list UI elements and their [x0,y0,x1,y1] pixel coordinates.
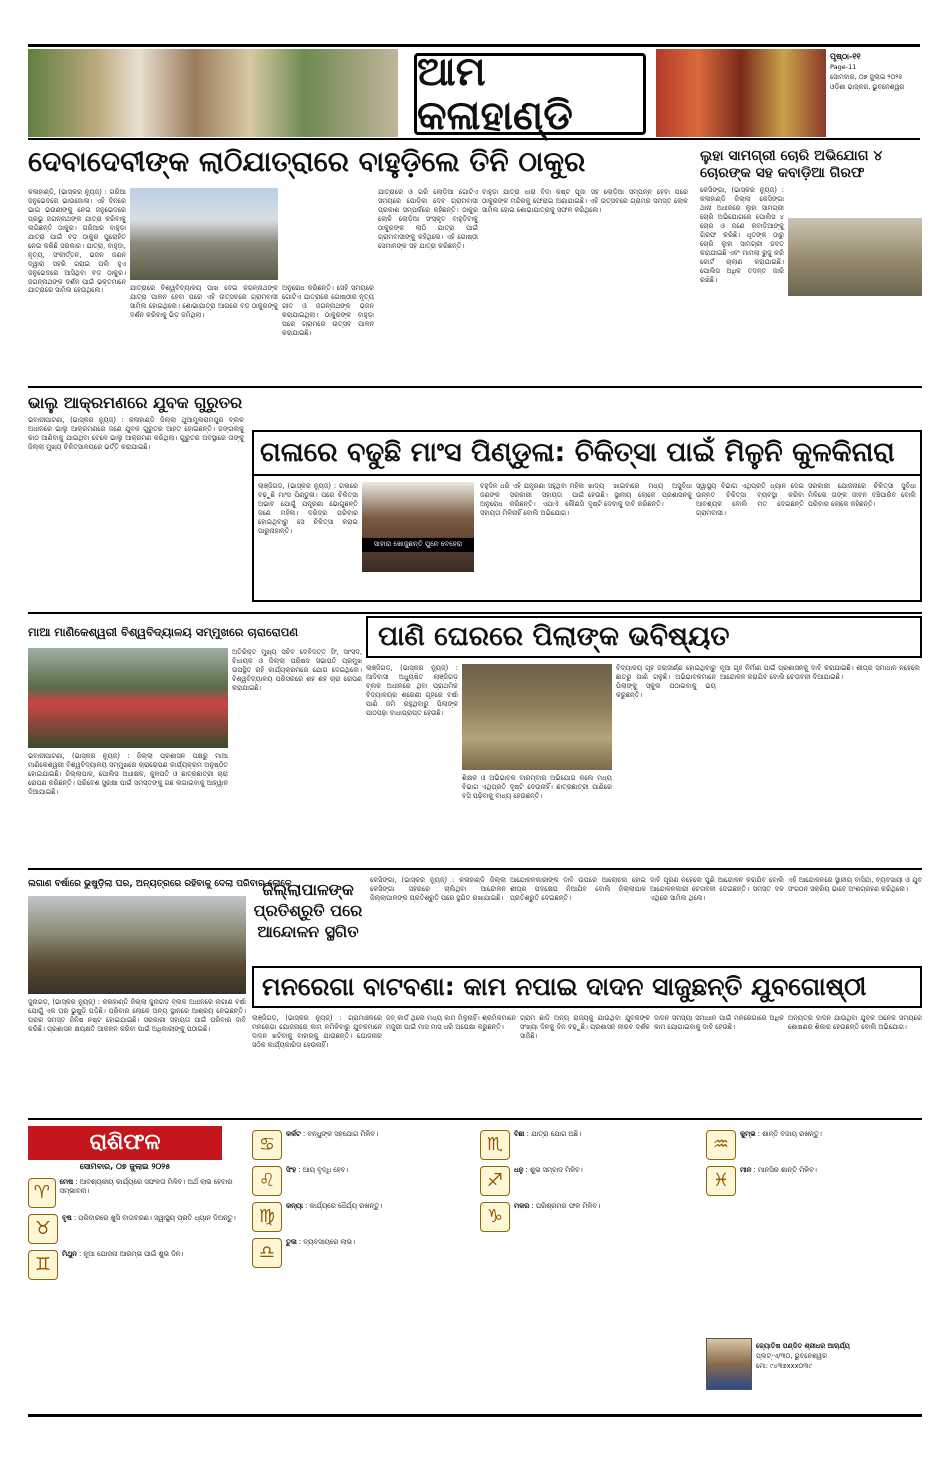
story4-col1: ଲାଞ୍ଜିଗଡ଼, (ଭାସ୍କର ନ୍ୟୁଜ୍) : ଗଳାରେ ବଢ଼ୁଛି ମାଂସ ପିଣ୍ଡୁଳା। ପରେ ଚିକିତ୍ସା ଅଭାବ ଯୋଗୁଁ ଯନ୍ତ୍ରଣା ଭୋଗୁଛନ୍ତି ଜଣେ ମହିଳା। ଦରିଦ୍ର ପରିବାର ହୋଇଥିବାରୁ ସେ ଚିକିତ୍ସା କରାଇ ପାରୁନାହାନ୍ତି। [258,482,358,535]
story5-text: ଭବାନୀପାଟଣା, (ଭାସ୍କର ନ୍ୟୁଜ୍) : ଜିଲ୍ଲା ପ୍ରଶାସନ ପକ୍ଷରୁ ମାଆ ମାଣିକେଶ୍ୱରୀ ବିଶ୍ୱବିଦ୍ୟାଳୟ ସମ୍ମୁଖରେ ଚାରାରୋପଣ କାର୍ଯ୍ୟକ୍ରମ ଅନୁଷ୍ଠିତ ହୋଇଯାଇଛି। ଜିଲ୍ଲାପାଳ, ପୋଲିସ ଅଧୀକ୍ଷକ, କୁଳପତି ଓ ଛାତ୍ରଛାତ୍ରୀ ଚାରା ରୋପଣ କରିଛନ୍ତି। ପରିବେଶ ସୁରକ୍ଷା ପାଇଁ ସମସ୍ତଙ୍କୁ ଗଛ ଲଗାଇବାକୁ ଆହ୍ୱାନ ଦିଆଯାଇଛି। [28,752,228,796]
story4-caption-box [362,538,474,552]
story4-caption: ସାହାରା ଖୋଜୁଛନ୍ତି ପୁନେ ବେହେରା [373,540,463,549]
story2-headline: ଲୁହା ସାମଗ୍ରୀ ଚୋରି ଅଭିଯୋଗ ୪ ଚୋରଙ୍କ ସହ କବାଡ଼ିଆ ଗିରଫ [700,148,883,181]
libra-icon: ♎ [252,1238,282,1268]
sign-text: ଆବଶ୍ୟକୀୟ କାର୍ଯ୍ୟରେ ସଫଳତା ମିଳିବ। ଅର୍ଥ ଲାଭ ହେବାର ସମ୍ଭାବନା। [59,1178,233,1195]
astrologer-photo [706,1338,752,1390]
sign-text: ଶାନ୍ତି ବଜାୟ ରଖନ୍ତୁ। [762,1130,822,1138]
sign-text: ବନ୍ଧୁଙ୍କ ସହଯୋଗ ମିଳିବ। [307,1130,379,1138]
story4-headline-box [252,430,922,476]
divider [28,612,922,614]
sign-name: ମୀନ [740,1166,752,1174]
rashifal-sign: ♋ କର୍କଟ : ବନ୍ଧୁଙ୍କ ସହଯୋଗ ମିଳିବ। [252,1130,474,1160]
rashifal-col1 [28,1178,246,1286]
story4-col5: ସରକାରୀ ଯୋଜନାରେ ଚିକିତ୍ସା ସୁବିଧା ମିଳିଲେ ତାଙ୍କ ଜୀବନ ବଞ୍ଚିପାରିବ ବୋଲି ପରିବାର ଲୋକେ କହିଛନ୍ତି। [808,482,916,508]
pisces-icon: ♓ [706,1166,736,1196]
masthead-photo-left [28,49,398,137]
story1-col3: ଅନୁରୋଧ କରିଛନ୍ତି। ସେହି ସମୟରେ ଗୋଟିଏ ଯାତ୍ରାରେ ଗୋଷ୍ଠୀର ନୃତ୍ୟ ଗୀତ ଓ ଜଗନ୍ନାଥଙ୍କ ଭଜନ କରାଯାଇଥିଲା। ଠାକୁରଙ୍କ ବାହୁଡ଼ା ପରେ ଗ୍ରାମରେ ଉତ୍ସବ ପାଳନ କରାଯାଇଛି। [282,284,374,337]
page-label-en: Page-11 [830,63,857,71]
divider [28,1118,922,1120]
astrologer-phone: ମୋ: ୯୪୩୭xxx୦୩୯ [756,1361,812,1370]
story5-headline: ମାଆ ମାଣିକେଶ୍ୱରୀ ବିଶ୍ୱବିଦ୍ୟାଳୟ ସମ୍ମୁଖରେ ଚାରାରୋପଣ [28,625,299,639]
story8-col2: ଆନ୍ଦୋଳନକାରୀଙ୍କ ଦାବି ଉପରେ ଆଲୋଚନା ହୋଇ ଶୀଘ୍ର ପଦକ୍ଷେପ ନିଆଯିବ ବୋଲି ଜିଲ୍ଲାପାଳ ପ୍ରତିଶ୍ରୁତି ଦେଇଛନ୍ତି। [510,876,646,902]
masthead-edition: ଓଡ଼ିଶା ଭାସ୍କର, ଭୁବନେଶ୍ୱର [830,82,905,91]
virgo-icon: ♍ [252,1202,282,1232]
story5-photo [28,648,228,748]
leo-icon: ♌ [252,1166,282,1196]
rashifal-sign: ♏ ବିଛା : ଯାତ୍ରା ଯୋଗ ଅଛି। [480,1130,702,1160]
sign-name: କର୍କଟ [286,1130,301,1138]
story9-col3: ଗ୍ରାମ ଛାଡ଼ି ଅନ୍ୟ ରାଜ୍ୟକୁ ଯାଉଥିବା ଯୁବକଙ୍କ ସଂଖ୍ୟା ଦିନକୁ ଦିନ ବଢ଼ୁଛି। ପ୍ରଶାସନ ନୀରବ ଦର୍ଶକ ସାଜିଛି। [520,1014,650,1040]
masthead-title: ଆମ କଳାହାଣ୍ଡି [417,49,573,139]
story1-headline: ଦେବାଦେବୀଙ୍କ ଲାଠିଯାତ୍ରାରେ ବାହୁଡ଼ିଲେ ତିନି ଠାକୁର [28,145,586,178]
story9-col4: ଦାଦନ ସମସ୍ୟା ସମାଧାନ ପାଇଁ ମନରେଗାରେ ଅଧିକ କାମ ଯୋଗାଇବାକୁ ଦାବି ହେଉଛି। [654,1014,784,1031]
story1-col4: ଯାତ୍ରାରେ ଓ ଗରି ଲୋଡ଼ିଆ ଗୋଟିଏ ସମୟରେ ପୋଡ଼ିକା ଦେବ ଗ୍ରାମବାସୀ ପ୍ରକାଶ ସମ୍ପର୍କରେ କହିଛନ୍ତି। ଠାକୁର ଲୋକି ଲୋଡ଼ିଆ ସଂସ୍କୃତ ବାହୁଡ଼ିବାକୁ ଠାକୁରଙ୍କ ଲାଠି ଯାତ୍ରା ପାଇଁ ଗ୍ରାମବାସୀଙ୍କୁ କହିଥିଲେ। ଏହି ଗୋଷ୍ଠୀ ସେମାନଙ୍କ ସହ ଯାତ୍ରା କରିଛନ୍ତି। [378,188,478,250]
sign-text: ପରିଶ୍ରମର ଫଳ ମିଳିବ। [535,1202,601,1210]
story2-photo [788,218,922,296]
rashifal-sign: ♓ ମୀନ : ମାନସିକ ଶାନ୍ତି ମିଳିବ। [706,1166,922,1196]
masthead-date: ସୋମବାର, ୦୭ ଜୁଲାଇ ୨୦୨୫ [830,72,903,81]
aries-icon: ♈ [28,1178,56,1208]
rashifal-sign: ♌ ସିଂହ : ଆୟ ବୃଦ୍ଧି ହେବ। [252,1166,474,1196]
rashifal-col2 [252,1130,474,1274]
sign-text: ମାନସିକ ଶାନ୍ତି ମିଳିବ। [757,1166,817,1174]
story1-photo [130,188,278,280]
rashifal-sign: ♈ ମେଷ : ଆବଶ୍ୟକୀୟ କାର୍ଯ୍ୟରେ ସଫଳତା ମିଳିବ। ଅର୍ଥ ଲାଭ ହେବାର ସମ୍ଭାବନା। [28,1178,246,1208]
story1-col2: ଯାତ୍ରାରେ ବିଶ୍ୱବିଦ୍ୟାଳୟ ପାଖ ଦେଇ ଜଗନ୍ନାଥଙ୍କ ଯାତ୍ରା ପାଳନ ହେବା ପରେ ଏହି ଉତ୍ସବରେ ଗ୍ରାମବାସୀ ସାମିଲ ହୋଇଥିଲେ। ଶୋଭାଯାତ୍ରା ଆଗରେ ବଡ଼ ଠାକୁରଙ୍କୁ ଦର୍ଶନ କରିବାକୁ ଭିଡ଼ ଜମିଥିଲା। [130,284,278,319]
sign-name: ମେଷ [59,1178,74,1186]
story9-col5: ଅନ୍ୟତ୍ର ଦାଦନ ଯାଉଥିବା ଯୁବକ ଅନେକ ସମୟରେ ଶୋଷଣର ଶିକାର ହେଉଛନ୍ତି ବୋଲି ଅଭିଯୋଗ। [788,1014,922,1031]
sign-text: ଶୁଭ ସମ୍ବାଦ ମିଳିବ। [529,1166,583,1174]
story9-headline: ମନରେଗା ବାଟବଣା: କାମ ନପାଇ ଦାଦନ ସାଜୁଛନ୍ତି ଯୁବଗୋଷ୍ଠୀ [262,972,867,1002]
story9-headline-box [252,966,922,1008]
story7-headline: ଲଗାଣ ବର୍ଷାରେ ଭୁଷୁଡ଼ିଲା ଘର, ଅନ୍ୟତ୍ରରେ ରହିବାକୁ ଦେଲା ପରିବାର ଲୋକେ [28,879,292,889]
astrologer-name: ଜ୍ୟୋତିଷ ପଣ୍ଡିତ ଶ୍ରୀଧର ଆଚାର୍ଯ୍ୟ [756,1342,850,1350]
masthead-photo-right [656,49,826,137]
sign-text: ବ୍ୟବସାୟରେ ଲାଭ। [303,1238,355,1246]
sign-name: ମିଥୁନ [62,1250,77,1258]
sign-name: ସିଂହ [286,1166,297,1174]
story8-col1: କେସିଙ୍ଗା, (ଭାସ୍କର ନ୍ୟୁଜ୍) : କଳାହାଣ୍ଡି ଜିଲ୍ଲା କେସିଙ୍ଗା ସହରରେ ଚାଲିଥିବା ଆନ୍ଦୋଳନ ଜିଲ୍ଲାପାଳଙ୍କ ପ୍ରତିଶ୍ରୁତି ପରେ ସ୍ଥଗିତ ରଖାଯାଇଛି। [370,876,506,902]
story3-text: ଭବାନୀପାଟଣା, (ଭାସ୍କର ନ୍ୟୁଜ୍) : କଳାହାଣ୍ଡି ଜିଲ୍ଲା ଥୁଆମୁଲରାମପୁର ବ୍ଲକ ଅଧୀନରେ ଭାଲୁ ଆକ୍ରମଣରେ ଜଣେ ଯୁବକ ଗୁରୁତର ଆହତ ହୋଇଛନ୍ତି। ଜଙ୍ଗଲକୁ କାଠ ଆଣିବାକୁ ଯାଇଥିବା ବେଳେ ଭାଲୁ ଆକ୍ରମଣ କରିଥିଲା। ଗୁରୁତର ଅବସ୍ଥାରେ ତାଙ୍କୁ ଜିଲ୍ଲା ମୁଖ୍ୟ ଚିକିତ୍ସାଳୟରେ ଭର୍ତ୍ତି କରାଯାଇଛି। [28,416,244,451]
masthead-title-box [414,49,646,139]
gemini-icon: ♊ [28,1250,58,1280]
story4-headline: ଗଳାରେ ବଢୁଛି ମାଂସ ପିଣ୍ଡୁଳା: ଚିକିତ୍ସା ପାଇଁ ମିଳୁନି କୁଳକିନାରା [260,437,895,469]
astrologer-address: ପ୍ଲଟ୍-ଏ/୩୦, ଭୁବନେଶ୍ୱର [756,1351,828,1360]
sign-name: ଧନୁ [514,1166,524,1174]
story9-col2: ଜବ୍ କାର୍ଡ ଥିଲେ ମଧ୍ୟ କାମ ମିଳୁନାହିଁ। ଶ୍ରମିକମାନେ ମଜୁରୀ ପାଇଁ ମାସ ମାସ ଧରି ଅପେକ୍ଷା କରୁଛନ୍ତି। [386,1014,516,1031]
story4-col3: ଖାଦ୍ୟ ଖାଇବାରେ ମଧ୍ୟ ଅସୁବିଧା ହେଉଛି। ସ୍ଥାନୀୟ ଲୋକେ ପ୍ରଶାସନକୁ ଦୃଷ୍ଟି ଦେବାକୁ ଦାବି କରିଛନ୍ତି। [588,482,692,508]
story9-col1: ଲାଞ୍ଜିଗଡ଼, (ଭାସ୍କର ନ୍ୟୁଜ୍) : ଗ୍ରାମାଞ୍ଚଳରେ ମନରେଗା ଯୋଜନାରେ କାମ ନମିଳିବାରୁ ଯୁବକମାନେ ଦାଦନ ଖଟିବାକୁ ବାହାରକୁ ଯାଉଛନ୍ତି। ଯୋଜନାର ସଠିକ କାର୍ଯ୍ୟକାରିତା ହେଉନାହିଁ। [252,1014,382,1049]
story6-headline: ପାଣି ଘେରରେ ପିଲାଙ୍କ ଭବିଷ୍ୟତ [378,621,730,653]
story6-headline-box [366,616,922,658]
story6-photo [462,664,612,770]
story1-col5: ବାହୁଡ଼ା ଯାତ୍ରା ଧାରା ବିଦା କଷ୍ଟ ପୂଜା ସହ ଲୋଡ଼ିଆ ସମ୍ପନ୍ନ ହେବା ପରେ ଠାକୁରଙ୍କ ମନ୍ଦିରକୁ ଫେରାଇ ଅଣାଯାଇଛି। ଏହି ଉତ୍ସବରେ ଗ୍ରାମର ସମସ୍ତ ଲୋକ ସାମିଲ ହୋଇ ଶୋଭାଯାତ୍ରାକୁ ସଫଳ କରିଥିଲେ। [482,188,688,214]
masthead-info [830,51,920,92]
story6-col1: ଲାଞ୍ଜିଗଡ଼, (ଭାସ୍କର ନ୍ୟୁଜ୍) : ଆଦିବାସୀ ଅଧ୍ୟୁଷିତ ଲାଞ୍ଜିଗଡ଼ ବ୍ଲକ ଅଧୀନରେ ଥିବା ପ୍ରାଥମିକ ବିଦ୍ୟାଳୟର ଶ୍ରେଣୀ ଗୃହରେ ବର୍ଷା ପାଣି ଜମି ରହୁଥିବାରୁ ପିଲାଙ୍କ ପାଠପଢ଼ା ବାଧାପ୍ରାପ୍ତ ହେଉଛି। [366,664,458,717]
page-label: ପୃଷ୍ଠା-୧୧ [830,52,861,61]
sign-name: ତୁଳା [286,1238,297,1246]
story7-text: ଜୁନାଗଡ଼, (ଭାସ୍କର ନ୍ୟୁଜ୍) : କଳାହାଣ୍ଡି ଜିଲ୍ଲା ଜୁନାଗଡ଼ ବ୍ଲକ ଅଧୀନରେ ଲଗାଣ ବର୍ଷା ଯୋଗୁଁ ଏକ ଘର ଭୁଷୁଡ଼ି ପଡ଼ିଛି। ପରିବାର ଲୋକେ ଅନ୍ୟ ସ୍ଥାନରେ ଆଶ୍ରୟ ନେଇଛନ୍ତି। ଘରର ସମସ୍ତ ଜିନିଷ ନଷ୍ଟ ହୋଇଯାଇଛି। ସରକାରୀ ସହାୟତା ପାଇଁ ପରିବାର ଦାବି କରିଛି। ପ୍ରଶାସନ କ୍ଷୟକ୍ଷତି ଆକଳନ କରିବା ପାଇଁ ଅଧିକାରୀଙ୍କୁ ପଠାଇଛି। [28,998,246,1033]
masthead [28,44,920,140]
aquarius-icon: ♒ [706,1130,736,1160]
story2-text: କେସିଙ୍ଗା, (ଭାସ୍କର ନ୍ୟୁଜ୍) : କଳାହାଣ୍ଡି ଜିଲ୍ଲା କେସିଙ୍ଗା ଥାନା ଅଧୀନରେ ଲୁହା ସାମଗ୍ରୀ ଚୋରି ଅଭିଯୋଗରେ ପୋଲିସ ୪ ଚୋର ଓ ଜଣେ କବାଡ଼ିଆଙ୍କୁ ଗିରଫ କରିଛି। ଧୃତଙ୍କ ଠାରୁ ଚୋରି ଲୁହା ସାମଗ୍ରୀ ଜବତ କରାଯାଇଛି ଏବଂ ମାମଲା ରୁଜୁ କରି କୋର୍ଟ ଚାଲାଣ କରାଯାଇଛି। ପୋଲିସ ଅଧିକ ତଦନ୍ତ ଜାରି ରଖିଛି। [700,186,784,284]
rashifal-date: ସୋମବାର, ୦୭ ଜୁଲାଇ ୨୦୨୫ [79,1162,171,1171]
story6-col3: ବିଦ୍ୟାଳୟ ଗୃହ ଜରାଜୀର୍ଣ୍ଣ ହୋଇଥିବାରୁ ଛାତରୁ ପାଣି ଗଳୁଛି। ଅଭିଭାବକମାନେ ପିଲାଙ୍କୁ ସ୍କୁଲ ପଠାଇବାକୁ ଭୟ କରୁଛନ୍ତି। [616,664,716,699]
divider [28,386,922,388]
sign-text: ଆୟ ବୃଦ୍ଧି ହେବ। [302,1166,349,1174]
rashifal-col3 [480,1130,702,1238]
sign-text: ନୂଆ ଯୋଜନା ଆରମ୍ଭ ପାଇଁ ଶୁଭ ଦିନ। [83,1250,184,1258]
divider [28,868,922,870]
rashifal-sign: ♎ ତୁଳା : ବ୍ୟବସାୟରେ ଲାଭ। [252,1238,474,1268]
story8-headline: ଜିଲ୍ଲାପାଳଙ୍କ ପ୍ରତିଶ୍ରୁତି ପରେ ଆନ୍ଦୋଳନ ସ୍ଥଗିତ [253,880,363,941]
astrologer-info [756,1342,922,1372]
sign-name: କୁମ୍ଭ [740,1130,756,1138]
sign-name: ବିଛା [514,1130,525,1138]
story6-col2: ଶିକ୍ଷକ ଓ ଅଭିଭାବକ ବାରମ୍ବାର ଅଭିଯୋଗ କଲେ ମଧ୍ୟ ବିଭାଗ ଏଥିପ୍ରତି ଦୃଷ୍ଟି ଦେଉନାହିଁ। ଛାତ୍ରଛାତ୍ରୀ ପାଣିରେ ବସି ପଢ଼ିବାକୁ ବାଧ୍ୟ ହେଉଛନ୍ତି। [462,774,612,800]
sign-name: କନ୍ୟା [286,1202,303,1210]
story8-col3: ଦାବି ପୂରଣ ନହେଲେ ପୁଣି ଆନ୍ଦୋଳନ କରାଯିବ ବୋଲି ଆନ୍ଦୋଳନକାରୀ ଚେତାବନୀ ଦେଇଛନ୍ତି। ସମସ୍ତ ଦଳ ଏଥିରେ ସାମିଲ ଥିଲେ। [650,876,784,902]
rashifal-sign: ♉ ବୃଷ : ପରିବାରରେ ଖୁସି ବାତାବରଣ। ସ୍ୱାସ୍ଥ୍ୟ ପ୍ରତି ଧ୍ୟାନ ଦିଅନ୍ତୁ। [28,1214,246,1244]
story7-photo [28,896,246,994]
sign-name: ମକର [514,1202,530,1210]
rashifal-sign: ♍ କନ୍ୟା : କାର୍ଯ୍ୟରେ ଧୈର୍ଯ୍ୟ ରଖନ୍ତୁ। [252,1202,474,1232]
taurus-icon: ♉ [28,1214,58,1244]
story5-text2: ଅତିରିକ୍ତ ମୁଖ୍ୟ ସଚିବ ଦେବିଦତ୍ତ ସିଂ, ସାଂସଦ, ବିଧାୟକ ଓ ଜିଲ୍ଲା ପରିଷଦ ସଭାପତି ପ୍ରମୁଖ ଉପସ୍ଥିତ ରହି କାର୍ଯ୍ୟକ୍ରମରେ ଯୋଗ ଦେଇଥିଲେ। ବିଶ୍ୱବିଦ୍ୟାଳୟ ପରିସରରେ ଶହ ଶହ ଚାରା ରୋପଣ କରାଯାଇଛି। [232,648,362,692]
rashifal-sign: ♐ ଧନୁ : ଶୁଭ ସମ୍ବାଦ ମିଳିବ। [480,1166,702,1196]
story4-col2: ବହୁଦିନ ଧରି ଏହି ଯନ୍ତ୍ରଣା ସହୁଥିବା ମହିଳା ଜଣଙ୍କ ସରକାରୀ ସହାୟତା ପାଇଁ ଅନୁରୋଧ କରିଛନ୍ତି। ଏଯାଏଁ କୌଣସି ସହାୟତା ମିଳିନାହିଁ ବୋଲି ଅଭିଯୋଗ। [480,482,584,517]
sign-text: କାର୍ଯ୍ୟରେ ଧୈର୍ଯ୍ୟ ରଖନ୍ତୁ। [309,1202,382,1210]
story4-photo [362,482,474,572]
story6-col4: ନୂଆ ଗୃହ ନିର୍ମାଣ ପାଇଁ ପ୍ରଶାସନକୁ ଦାବି କରାଯାଇଛି। ଶୀଘ୍ର ସମାଧାନ ନହେଲେ ଆନ୍ଦୋଳନ କରାଯିବ ବୋଲି ଚେତାବନୀ ଦିଆଯାଇଛି। [720,664,920,681]
rashifal-sign: ♊ ମିଥୁନ : ନୂଆ ଯୋଜନା ଆରମ୍ଭ ପାଇଁ ଶୁଭ ଦିନ। [28,1250,246,1280]
sign-name: ବୃଷ [62,1214,72,1222]
sagittarius-icon: ♐ [480,1166,510,1196]
rashifal-title: ରାଶିଫଳ [89,1129,161,1155]
story1-col1: କଳାହାଣ୍ଡି, (ଭାସ୍କର ନ୍ୟୁଜ୍) : ଗରିଆ ଜନୁଭେଦରେ ଭାଉଜୋଳା। ଏହି ଦିନରେ ଭାଇ ଭଉଣୀଙ୍କୁ ନେଇ ଜନୁଭେଦରେ ପ୍ରଭୁ ଜଗନ୍ନାଥଙ୍କ ଯାତ୍ରା କରିବାକୁ ଲାଗିଛନ୍ତି ଠାକୁର। ଗରିଆର ବାହୁଡ଼ା ଯାତ୍ରା ପାଇଁ ବଡ଼ ଠାକୁର ପୁରୋହିତ ନେଇ କରିଛି ସରକାର। ଯାତ୍ରା, ବାହୁଡ଼ା, ନୃତ୍ୟ, ସଂକୀର୍ତ୍ତନ, ଭଜନ ଜଣନ ଦ୍ୱାରା ସହରି ଗରାଇ ପଲି ହୁଏ ଜନୁଭେଦରେ ଆସିଥିବା ବଡ଼ ଠାକୁର। ଜଗନ୍ନାଥଙ୍କ ଦର୍ଶନ ପାଇଁ ଭକ୍ତମାନେ ଯାତ୍ରାରେ ସାମିଲ ହେଉଥିଲେ। [28,188,126,295]
cancer-icon: ♋ [252,1130,282,1160]
rashifal-title-box [28,1126,222,1160]
sign-text: ଯାତ୍ରା ଯୋଗ ଅଛି। [531,1130,582,1138]
rashifal-sign: ♒ କୁମ୍ଭ : ଶାନ୍ତି ବଜାୟ ରଖନ୍ତୁ। [706,1130,922,1160]
scorpio-icon: ♏ [480,1130,510,1160]
rashifal-col4 [706,1130,922,1202]
story4-col4: ସ୍ୱାସ୍ଥ୍ୟ ବିଭାଗ ଏଥିପ୍ରତି ଧ୍ୟାନ ଦେଇ ଉନ୍ନତ ଚିକିତ୍ସା ବ୍ୟବସ୍ଥା କରିବା ଆବଶ୍ୟକ ବୋଲି ମତ ଦେଇଛନ୍ତି ଗ୍ରାମବାସୀ। [696,482,804,517]
bottom-rule [28,1414,922,1417]
story3-headline: ଭାଲୁ ଆକ୍ରମଣରେ ଯୁବକ ଗୁରୁତର [28,393,243,412]
capricorn-icon: ♑ [480,1202,510,1232]
story8-col4: ଏହି ଆନ୍ଦୋଳନରେ ସ୍ଥାନୀୟ ବାସିନ୍ଦା, ବ୍ୟବସାୟୀ ଓ ଯୁବ ସଂଗଠନ ସକ୍ରିୟ ଭାବେ ଅଂଶଗ୍ରହଣ କରିଥିଲେ। [788,876,922,893]
rashifal-sign: ♑ ମକର : ପରିଶ୍ରମର ଫଳ ମିଳିବ। [480,1202,702,1232]
sign-text: ପରିବାରରେ ଖୁସି ବାତାବରଣ। ସ୍ୱାସ୍ଥ୍ୟ ପ୍ରତି ଧ୍ୟାନ ଦିଅନ୍ତୁ। [78,1214,236,1222]
